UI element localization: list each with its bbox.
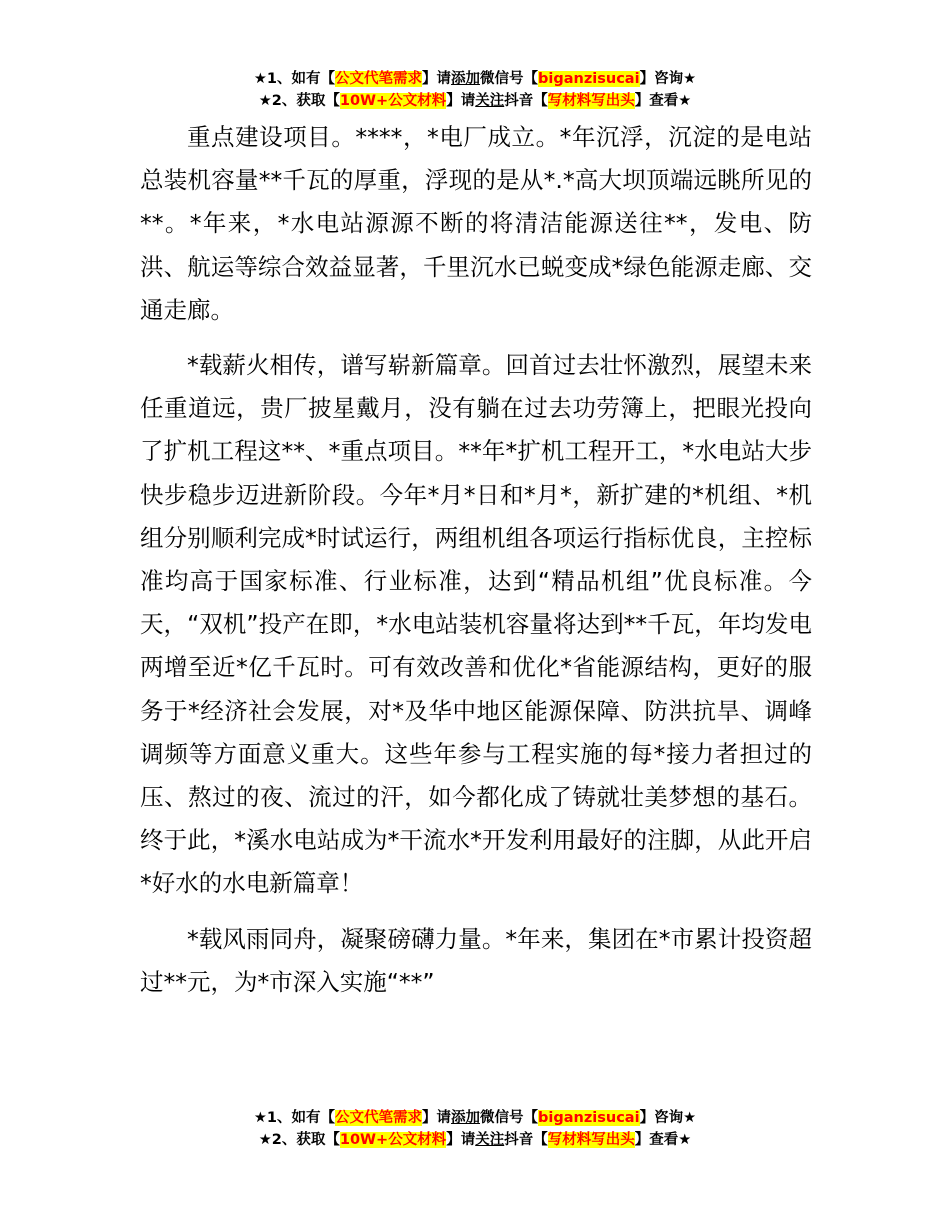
footer-line-1-text: 】请 [422,1110,452,1126]
header-line-2-text: ★2、获取【 [258,93,340,109]
footer-line-2-text: 抖音【 [504,1132,548,1148]
header-highlight-douyin: 写材料写出头 [547,93,635,109]
footer-underline-add: 添加 [451,1110,481,1126]
header-line-2-text: 】请 [446,93,476,109]
header-line-2-text: 】查看★ [634,93,692,109]
footer-line-2 [0,1129,950,1151]
header-banner [0,68,950,112]
footer-banner [0,1107,950,1151]
header-highlight-materials: 10W+公文材料 [339,93,447,109]
footer-line-1-text: ★1、如有【 [253,1110,336,1126]
header-line-1-text: 微信号【 [480,71,539,87]
header-line-1-text: 】请 [422,71,452,87]
footer-line-2-text: ★2、获取【 [258,1132,340,1148]
header-line-1 [0,68,950,90]
document-body [140,116,812,1016]
header-line-1-text: ★1、如有【 [253,71,336,87]
header-highlight-wechat-id: biganzisucai [538,71,640,87]
footer-line-2-text: 】查看★ [634,1132,692,1148]
header-underline-follow: 关注 [475,93,505,109]
footer-line-2-text: 】请 [446,1132,476,1148]
header-underline-add: 添加 [451,71,481,87]
paragraph-1: 重点建设项目。****，*电厂成立。*年沉浮，沉淀的是电站总装机容量**千瓦的厚重，浮现的是从*.*高大坝顶端远眺所见的**。*年来，*水电站源源不断的将清洁能源送往**，发电、防洪、航运等综合效益显著，千里沉水已蜕变成*绿色能源走廊、交通走廊。 [140,123,812,324]
header-line-2-text: 抖音【 [504,93,548,109]
paragraph-3: *载风雨同舟，凝聚磅礴力量。*年来，集团在*市累计投资超过**元，为*市深入实施“**” [140,924,812,996]
header-highlight-ghostwriting: 公文代笔需求 [335,71,423,87]
footer-line-1 [0,1107,950,1129]
footer-underline-follow: 关注 [475,1132,505,1148]
footer-line-1-text: 微信号【 [480,1110,539,1126]
footer-highlight-douyin: 写材料写出头 [547,1132,635,1148]
footer-highlight-materials: 10W+公文材料 [339,1132,447,1148]
header-line-2 [0,90,950,112]
header-line-1-text: 】咨询★ [639,71,697,87]
footer-highlight-wechat-id: biganzisucai [538,1110,640,1126]
footer-highlight-ghostwriting: 公文代笔需求 [335,1110,423,1126]
paragraph-2: *载薪火相传，谱写崭新篇章。回首过去壮怀激烈，展望未来任重道远，贵厂披星戴月，没有躺在过去功劳簿上，把眼光投向了扩机工程这**、*重点项目。**年*扩机工程开工，*水电站大步快步稳步迈进新阶段。今年*月*日和*月*，新扩建的*机组、*机组分别顺利完成*时试运行，两组机组各项运行指标优良，主控标准均高于国家标准、行业标准，达到“精品机组”优良标准。今天，“双机”投产在即，*水电站装机容量将达到**千瓦，年均发电两增至近*亿千瓦时。可有效改善和优化*省能源结构，更好的服务于*经济社会发展，对*及华中地区能源保障、防洪抗旱、调峰调频等方面意义重大。这些年参与工程实施的每*接力者担过的压、熬过的夜、流过的汗，如今都化成了铸就壮美梦想的基石。终于此，*溪水电站成为*干流水*开发利用最好的注脚，从此开启*好水的水电新篇章！ [140,351,812,898]
footer-line-1-text: 】咨询★ [639,1110,697,1126]
